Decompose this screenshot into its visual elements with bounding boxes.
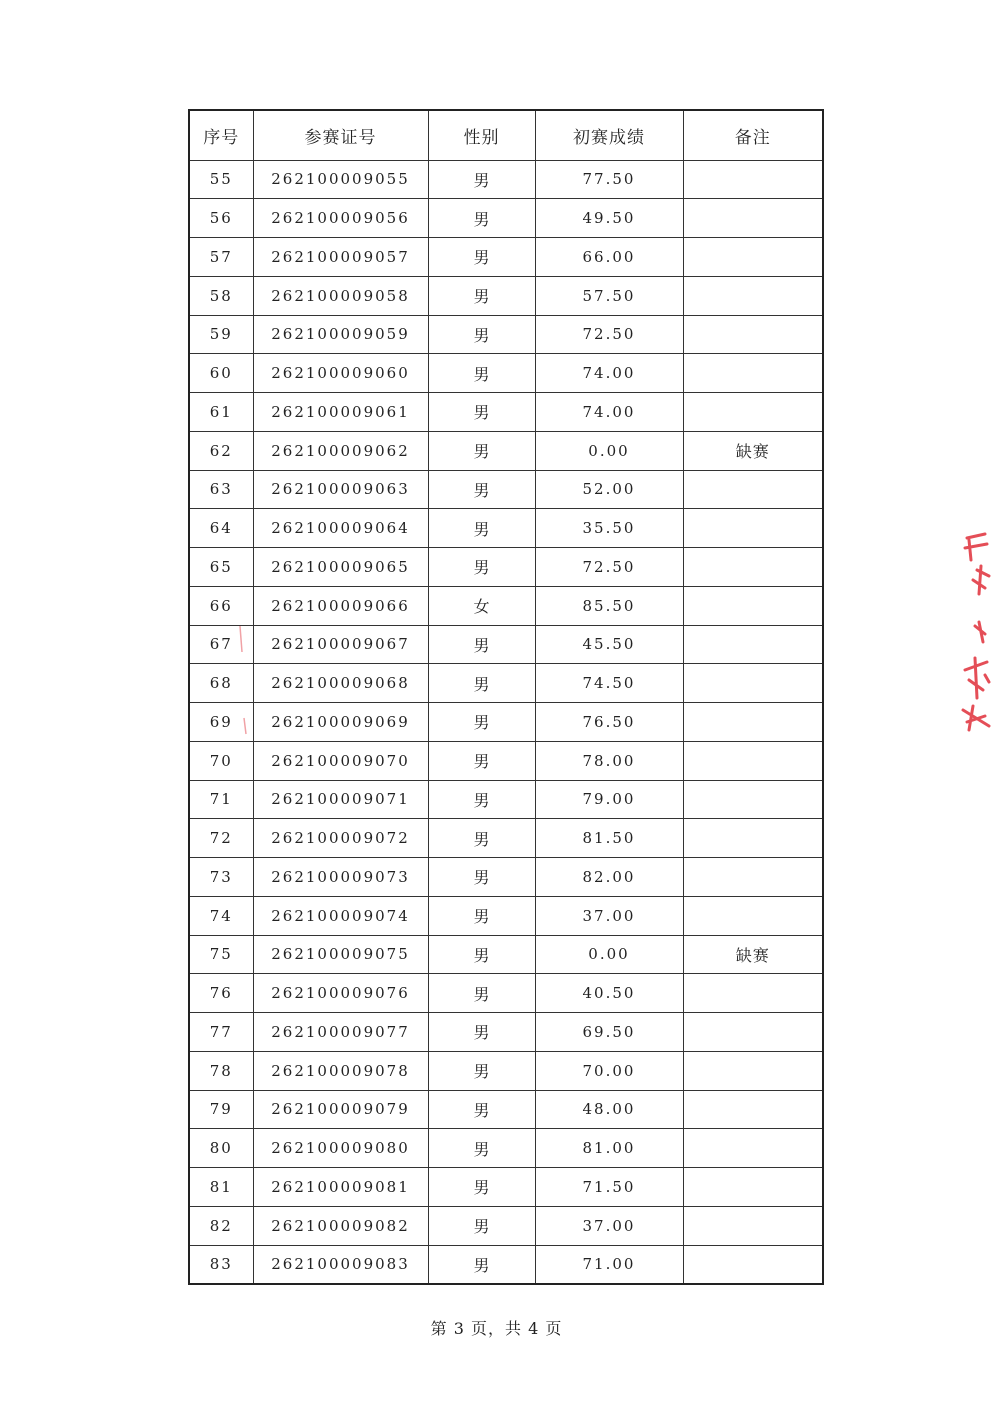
cell-preliminary-score: 0.00 <box>535 431 683 470</box>
cell-preliminary-score: 81.00 <box>535 1129 683 1168</box>
cell-remarks <box>683 1206 823 1245</box>
table-row <box>189 199 823 238</box>
results-table <box>188 109 824 1285</box>
cell-preliminary-score: 45.50 <box>535 625 683 664</box>
cell-gender: 男 <box>428 1090 535 1129</box>
cell-seq: 55 <box>189 160 253 199</box>
table-row <box>189 741 823 780</box>
cell-remarks <box>683 896 823 935</box>
cell-remarks <box>683 238 823 277</box>
cell-gender: 男 <box>428 974 535 1013</box>
cell-entry-number: 262100009077 <box>253 1013 428 1052</box>
cell-entry-number: 262100009067 <box>253 625 428 664</box>
cell-gender: 男 <box>428 393 535 432</box>
cell-seq: 72 <box>189 819 253 858</box>
cell-gender: 男 <box>428 1013 535 1052</box>
cell-remarks <box>683 664 823 703</box>
cell-seq: 68 <box>189 664 253 703</box>
cell-remarks <box>683 1129 823 1168</box>
cell-entry-number: 262100009073 <box>253 858 428 897</box>
cell-gender: 男 <box>428 780 535 819</box>
table-row <box>189 276 823 315</box>
table-row <box>189 1168 823 1207</box>
table-row <box>189 819 823 858</box>
cell-seq: 60 <box>189 354 253 393</box>
table-row <box>189 354 823 393</box>
cell-preliminary-score: 37.00 <box>535 1206 683 1245</box>
table-row <box>189 935 823 974</box>
cell-preliminary-score: 76.50 <box>535 703 683 742</box>
cell-remarks <box>683 703 823 742</box>
cell-preliminary-score: 72.50 <box>535 315 683 354</box>
cell-seq: 67 <box>189 625 253 664</box>
cell-seq: 62 <box>189 431 253 470</box>
cell-preliminary-score: 81.50 <box>535 819 683 858</box>
cell-entry-number: 262100009066 <box>253 586 428 625</box>
cell-entry-number: 262100009080 <box>253 1129 428 1168</box>
cell-preliminary-score: 66.00 <box>535 238 683 277</box>
cell-seq: 58 <box>189 276 253 315</box>
cell-seq: 57 <box>189 238 253 277</box>
cell-gender: 男 <box>428 703 535 742</box>
table-body <box>189 160 823 1284</box>
header-preliminary-score: 初赛成绩 <box>535 110 683 160</box>
cell-preliminary-score: 52.00 <box>535 470 683 509</box>
cell-preliminary-score: 71.50 <box>535 1168 683 1207</box>
table-row <box>189 780 823 819</box>
table-row <box>189 586 823 625</box>
cell-gender: 男 <box>428 896 535 935</box>
cell-seq: 71 <box>189 780 253 819</box>
cell-preliminary-score: 74.00 <box>535 393 683 432</box>
cell-seq: 81 <box>189 1168 253 1207</box>
cell-remarks <box>683 586 823 625</box>
cell-gender: 男 <box>428 1168 535 1207</box>
cell-remarks <box>683 393 823 432</box>
cell-seq: 66 <box>189 586 253 625</box>
cell-preliminary-score: 71.00 <box>535 1245 683 1284</box>
cell-preliminary-score: 49.50 <box>535 199 683 238</box>
cell-gender: 男 <box>428 1051 535 1090</box>
cell-preliminary-score: 82.00 <box>535 858 683 897</box>
cell-preliminary-score: 78.00 <box>535 741 683 780</box>
cell-entry-number: 262100009055 <box>253 160 428 199</box>
cell-remarks <box>683 470 823 509</box>
cell-gender: 男 <box>428 238 535 277</box>
cell-gender: 男 <box>428 664 535 703</box>
cell-entry-number: 262100009064 <box>253 509 428 548</box>
cell-preliminary-score: 79.00 <box>535 780 683 819</box>
table-row <box>189 315 823 354</box>
cell-remarks <box>683 199 823 238</box>
cell-remarks <box>683 548 823 587</box>
cell-gender: 男 <box>428 1129 535 1168</box>
cell-remarks <box>683 1168 823 1207</box>
cell-seq: 75 <box>189 935 253 974</box>
red-ink-mark <box>232 622 252 742</box>
cell-preliminary-score: 37.00 <box>535 896 683 935</box>
header-remarks: 备注 <box>683 110 823 160</box>
cell-remarks <box>683 780 823 819</box>
table-row <box>189 1245 823 1284</box>
cell-seq: 65 <box>189 548 253 587</box>
cell-preliminary-score: 48.00 <box>535 1090 683 1129</box>
table-row <box>189 509 823 548</box>
table-row <box>189 703 823 742</box>
page-number: 第 3 页，共 4 页 <box>430 1319 563 1338</box>
cell-entry-number: 262100009079 <box>253 1090 428 1129</box>
cell-seq: 82 <box>189 1206 253 1245</box>
table-row <box>189 664 823 703</box>
table-row <box>189 431 823 470</box>
header-row <box>189 110 823 160</box>
cell-remarks <box>683 625 823 664</box>
cell-gender: 男 <box>428 548 535 587</box>
cell-entry-number: 262100009056 <box>253 199 428 238</box>
cell-gender: 男 <box>428 1206 535 1245</box>
table-row <box>189 1090 823 1129</box>
cell-gender: 男 <box>428 858 535 897</box>
cell-remarks <box>683 741 823 780</box>
cell-entry-number: 262100009075 <box>253 935 428 974</box>
cell-seq: 74 <box>189 896 253 935</box>
cell-seq: 64 <box>189 509 253 548</box>
header-gender: 性别 <box>428 110 535 160</box>
table-row <box>189 1051 823 1090</box>
table-header <box>189 110 823 160</box>
cell-gender: 男 <box>428 509 535 548</box>
cell-entry-number: 262100009069 <box>253 703 428 742</box>
cell-remarks: 缺赛 <box>683 935 823 974</box>
table-row <box>189 625 823 664</box>
cell-remarks: 缺赛 <box>683 431 823 470</box>
cell-entry-number: 262100009072 <box>253 819 428 858</box>
cell-remarks <box>683 354 823 393</box>
table-row <box>189 1013 823 1052</box>
table-row <box>189 896 823 935</box>
cell-gender: 女 <box>428 586 535 625</box>
cell-preliminary-score: 72.50 <box>535 548 683 587</box>
cell-remarks <box>683 1245 823 1284</box>
table-row <box>189 160 823 199</box>
cell-entry-number: 262100009071 <box>253 780 428 819</box>
cell-entry-number: 262100009083 <box>253 1245 428 1284</box>
table-row <box>189 470 823 509</box>
cell-remarks <box>683 276 823 315</box>
header-entry-number: 参赛证号 <box>253 110 428 160</box>
cell-remarks <box>683 160 823 199</box>
cell-preliminary-score: 77.50 <box>535 160 683 199</box>
cell-gender: 男 <box>428 199 535 238</box>
table-row <box>189 1129 823 1168</box>
cell-entry-number: 262100009081 <box>253 1168 428 1207</box>
cell-gender: 男 <box>428 276 535 315</box>
cell-entry-number: 262100009063 <box>253 470 428 509</box>
cell-entry-number: 262100009078 <box>253 1051 428 1090</box>
header-seq: 序号 <box>189 110 253 160</box>
cell-entry-number: 262100009070 <box>253 741 428 780</box>
table-row <box>189 974 823 1013</box>
cell-gender: 男 <box>428 625 535 664</box>
cell-seq: 61 <box>189 393 253 432</box>
cell-entry-number: 262100009068 <box>253 664 428 703</box>
official-seal-fragment <box>955 530 993 740</box>
cell-entry-number: 262100009061 <box>253 393 428 432</box>
cell-entry-number: 262100009057 <box>253 238 428 277</box>
cell-gender: 男 <box>428 354 535 393</box>
cell-entry-number: 262100009060 <box>253 354 428 393</box>
cell-gender: 男 <box>428 935 535 974</box>
table-row <box>189 393 823 432</box>
cell-preliminary-score: 85.50 <box>535 586 683 625</box>
cell-seq: 76 <box>189 974 253 1013</box>
cell-entry-number: 262100009058 <box>253 276 428 315</box>
cell-preliminary-score: 74.50 <box>535 664 683 703</box>
cell-gender: 男 <box>428 160 535 199</box>
cell-preliminary-score: 74.00 <box>535 354 683 393</box>
cell-remarks <box>683 509 823 548</box>
table-row <box>189 548 823 587</box>
cell-seq: 73 <box>189 858 253 897</box>
cell-entry-number: 262100009076 <box>253 974 428 1013</box>
cell-remarks <box>683 1090 823 1129</box>
cell-preliminary-score: 40.50 <box>535 974 683 1013</box>
cell-gender: 男 <box>428 741 535 780</box>
cell-seq: 80 <box>189 1129 253 1168</box>
cell-seq: 77 <box>189 1013 253 1052</box>
cell-gender: 男 <box>428 431 535 470</box>
table-row <box>189 858 823 897</box>
cell-seq: 83 <box>189 1245 253 1284</box>
cell-remarks <box>683 1051 823 1090</box>
cell-seq: 56 <box>189 199 253 238</box>
cell-entry-number: 262100009059 <box>253 315 428 354</box>
cell-preliminary-score: 35.50 <box>535 509 683 548</box>
table-row <box>189 1206 823 1245</box>
cell-entry-number: 262100009065 <box>253 548 428 587</box>
cell-preliminary-score: 70.00 <box>535 1051 683 1090</box>
cell-gender: 男 <box>428 470 535 509</box>
cell-seq: 59 <box>189 315 253 354</box>
cell-seq: 70 <box>189 741 253 780</box>
cell-gender: 男 <box>428 819 535 858</box>
cell-gender: 男 <box>428 315 535 354</box>
cell-preliminary-score: 57.50 <box>535 276 683 315</box>
cell-gender: 男 <box>428 1245 535 1284</box>
cell-entry-number: 262100009074 <box>253 896 428 935</box>
cell-remarks <box>683 858 823 897</box>
cell-seq: 69 <box>189 703 253 742</box>
cell-remarks <box>683 315 823 354</box>
cell-seq: 79 <box>189 1090 253 1129</box>
cell-remarks <box>683 974 823 1013</box>
cell-remarks <box>683 819 823 858</box>
cell-entry-number: 262100009062 <box>253 431 428 470</box>
cell-preliminary-score: 0.00 <box>535 935 683 974</box>
cell-seq: 63 <box>189 470 253 509</box>
cell-seq: 78 <box>189 1051 253 1090</box>
table-row <box>189 238 823 277</box>
cell-entry-number: 262100009082 <box>253 1206 428 1245</box>
cell-remarks <box>683 1013 823 1052</box>
cell-preliminary-score: 69.50 <box>535 1013 683 1052</box>
